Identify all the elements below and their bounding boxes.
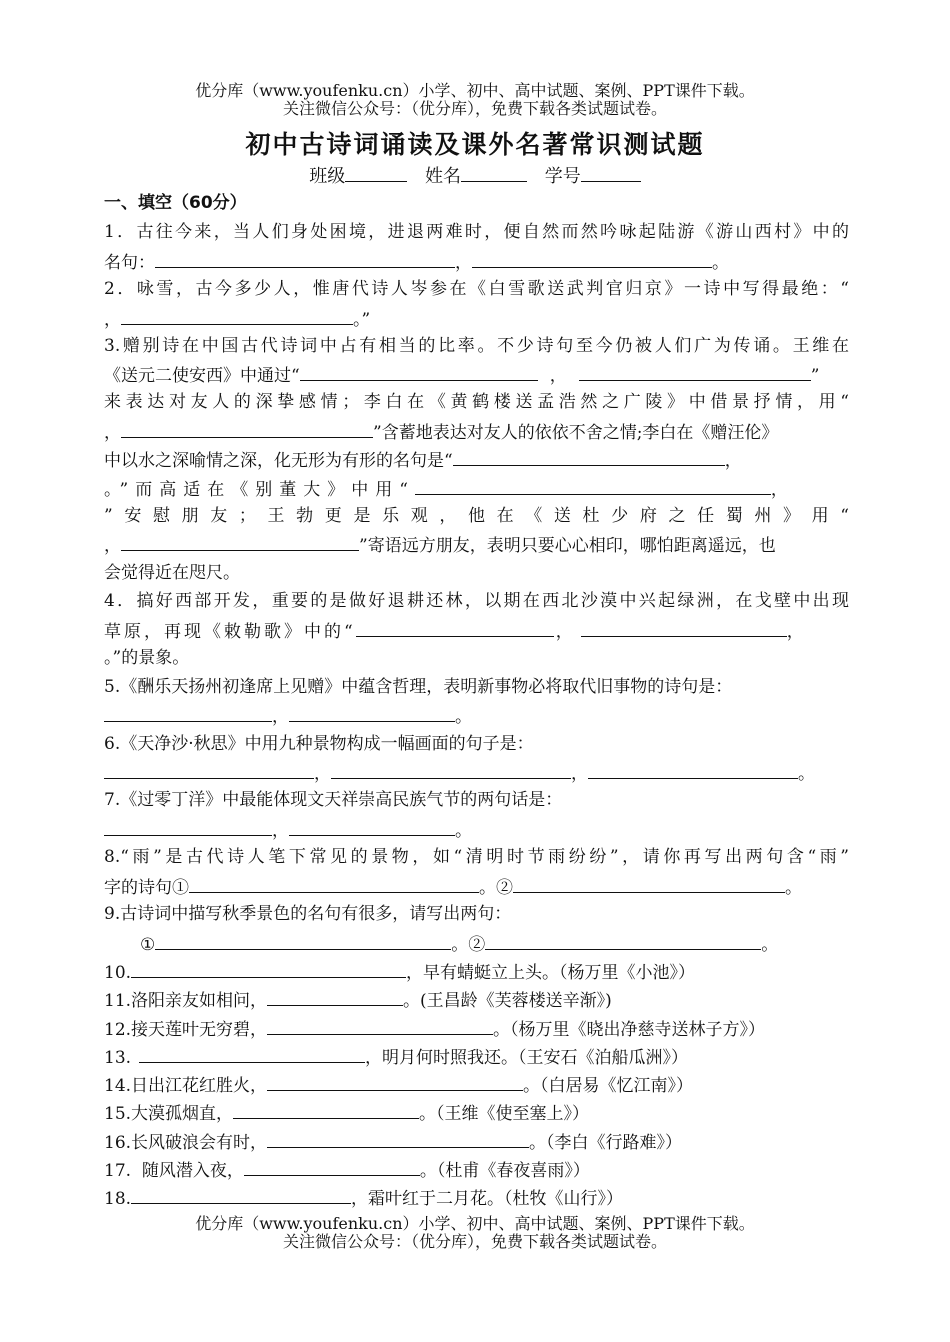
answer-blank[interactable] (189, 875, 479, 893)
question-3-line1: 3.赠别诗在中国古代诗词中占有相当的比率。不少诗句至今仍被人们广为传诵。王维在 (104, 336, 849, 356)
question-13 (104, 1045, 849, 1069)
question-3-line5 (104, 448, 849, 472)
id-blank[interactable] (581, 164, 641, 182)
question-text: 。(王昌龄《芙蓉楼送辛渐》) (403, 991, 612, 1011)
question-9-end: 。 (761, 935, 779, 955)
question-18 (104, 1186, 849, 1210)
answer-blank[interactable] (267, 1017, 493, 1035)
answer-blank[interactable] (267, 988, 403, 1006)
site-header-line1: 优分库（www.youfenku.cn）小学、初中、高中试题、案例、PPT课件下载。 (195, 81, 755, 100)
answer-blank[interactable] (485, 932, 761, 950)
answer-blank[interactable] (579, 363, 811, 381)
answer-blank[interactable] (289, 818, 455, 836)
question-3-prefix: ， (104, 536, 121, 556)
question-text: ，霜叶红于二月花。（杜牧《山行》） (351, 1189, 624, 1209)
question-3-line9: 会觉得近在咫尺。 (104, 563, 240, 583)
question-9-line1: 9.古诗词中描写秋季景色的名句有很多，请写出两句： (104, 904, 512, 924)
answer-blank[interactable] (155, 250, 455, 268)
question-1-end: 。 (712, 253, 729, 273)
answer-blank[interactable] (267, 1073, 523, 1091)
question-3-line8 (104, 533, 849, 557)
question-17 (104, 1158, 849, 1182)
student-info-row (0, 164, 950, 188)
question-6-line2 (104, 761, 849, 785)
question-6-end: 。 (798, 764, 815, 784)
question-text: 。（李白《行路难》） (529, 1133, 683, 1153)
answer-blank[interactable] (453, 448, 725, 466)
question-3-text: 。”而高适在《别董大》中用“ (104, 480, 415, 500)
question-3-text: 《送元二使安西》中通过“ (104, 366, 300, 386)
question-4-sep: ， (555, 622, 573, 642)
answer-blank[interactable] (588, 761, 798, 779)
question-6-sep: ， (571, 764, 588, 784)
question-6-line1: 6.《天净沙·秋思》中用九种景物构成一幅画面的句子是： (104, 734, 534, 754)
question-12 (104, 1017, 849, 1041)
question-text: ，早有蜻蜓立上头。（杨万里《小池》） (406, 963, 696, 983)
answer-blank[interactable] (513, 875, 785, 893)
question-3-sep: ， (770, 480, 788, 500)
answer-blank[interactable] (581, 619, 787, 637)
answer-blank[interactable] (300, 363, 538, 381)
answer-blank[interactable] (104, 761, 314, 779)
answer-blank[interactable] (244, 1158, 420, 1176)
page-title: 初中古诗词诵读及课外名著常识测试题 (245, 130, 705, 159)
question-8-text: 字的诗句① (104, 878, 189, 898)
question-7-line1: 7.《过零丁洋》中最能体现文天祥崇高民族气节的两句话是： (104, 790, 563, 810)
answer-blank[interactable] (104, 818, 272, 836)
question-text: 。（王维《使至塞上》） (419, 1104, 590, 1124)
answer-blank[interactable] (155, 932, 451, 950)
question-8-sep: 。② (479, 878, 513, 898)
question-1-line1: 1．古往今来，当人们身处困境，进退两难时，便自然而然吟咏起陆游《游山西村》中的 (104, 222, 849, 242)
question-3-prefix: ， (104, 423, 121, 443)
answer-blank[interactable] (131, 960, 406, 978)
question-2-prefix: ， (104, 310, 121, 330)
question-3-quote: ” (810, 366, 820, 386)
question-5-sep: ， (272, 707, 289, 727)
question-text: 15.大漠孤烟直， (104, 1104, 234, 1124)
site-footer-line2: 关注微信公众号：（优分库），免费下载各类试题试卷。 (282, 1232, 667, 1251)
question-text: 16.长风破浪会有时， (104, 1133, 268, 1153)
answer-blank[interactable] (356, 619, 554, 637)
question-4-text: 草原，再现《敕勒歌》中的“ (104, 622, 356, 642)
question-9-marker: ① (140, 935, 156, 955)
answer-blank[interactable] (233, 1101, 419, 1119)
question-3-text: 中以水之深喻情之深，化无形为有形的名句是“ (104, 451, 453, 471)
question-4-line2 (104, 619, 849, 643)
answer-blank[interactable] (267, 1130, 529, 1148)
question-2-end: 。” (353, 310, 371, 330)
name-label: 姓名 (425, 166, 461, 187)
answer-blank[interactable] (289, 704, 455, 722)
question-3-line3: 来表达对友人的深挚感情；李白在《黄鹤楼送孟浩然之广陵》中借景抒情，用“ (104, 392, 849, 412)
question-11 (104, 988, 849, 1012)
question-14 (104, 1073, 849, 1097)
question-3-line2 (104, 363, 849, 387)
question-8-line1: 8.“雨”是古代诗人笔下常见的景物，如“清明时节雨纷纷”，请你再写出两句含“雨” (104, 847, 849, 867)
question-5-line2 (104, 704, 849, 728)
answer-blank[interactable] (415, 477, 771, 495)
question-3-text: ”含蓄地表达对友人的依依不舍之情;李白在《赠汪伦》 (373, 423, 779, 443)
question-6-sep: ， (314, 764, 331, 784)
question-7-sep: ， (272, 821, 289, 841)
question-10 (104, 960, 849, 984)
answer-blank[interactable] (139, 1045, 365, 1063)
question-4-sep: ， (786, 622, 804, 642)
question-3-line7: ”安慰朋友；王勃更是乐观，他在《送杜少府之任蜀州》用“ (104, 506, 849, 526)
question-9-line2 (140, 932, 885, 956)
class-label: 班级 (309, 166, 346, 187)
question-3-sep: ， (724, 451, 742, 471)
answer-blank[interactable] (121, 307, 353, 325)
answer-blank[interactable] (121, 533, 359, 551)
question-text: 14.日出江花红胜火， (104, 1076, 268, 1096)
question-2-line1: 2．咏雪，古今多少人，惟唐代诗人岑参在《白雪歌送武判官归京》一诗中写得最绝：“ (104, 279, 849, 299)
question-3-text: ”寄语远方朋友，表明只要心心相印，哪怕距离遥远，也 (359, 536, 776, 556)
question-8-line2 (104, 875, 849, 899)
question-text: 11.洛阳亲友如相问， (104, 991, 268, 1011)
question-16 (104, 1130, 849, 1154)
question-1-sep: ， (455, 253, 472, 273)
question-text: 。（白居易《忆江南》） (523, 1076, 694, 1096)
question-number: 10. (104, 963, 132, 983)
question-text: 。（杨万里《晓出净慈寺送林子方》） (493, 1020, 766, 1040)
question-number: 13. (104, 1048, 132, 1068)
question-5-line1: 5.《酬乐天扬州初逢席上见赠》中蕴含哲理，表明新事物必将取代旧事物的诗句是： (104, 677, 733, 697)
question-7-line2 (104, 818, 849, 842)
answer-blank[interactable] (121, 420, 373, 438)
answer-blank[interactable] (331, 761, 571, 779)
question-number: 18. (104, 1189, 132, 1209)
question-text: ，明月何时照我还。（王安石《泊船瓜洲》） (365, 1048, 689, 1068)
question-15 (104, 1101, 849, 1125)
question-2-line2 (104, 307, 849, 331)
question-3-sep: ， (549, 366, 567, 386)
section-heading: 一、填空（60分） (104, 193, 247, 213)
question-text: 。（杜甫《春夜喜雨》） (419, 1161, 590, 1181)
question-9-sep: 。② (451, 935, 486, 955)
answer-blank[interactable] (131, 1186, 351, 1204)
id-label: 学号 (544, 166, 581, 187)
question-text: 12.接天莲叶无穷碧， (104, 1020, 268, 1040)
question-1-prefix: 名句： (104, 253, 155, 273)
site-header-line2: 关注微信公众号：（优分库），免费下载各类试题试卷。 (282, 99, 667, 118)
class-blank[interactable] (345, 164, 407, 182)
answer-blank[interactable] (104, 704, 272, 722)
question-1-line2 (104, 250, 849, 274)
question-3-line6 (104, 477, 849, 501)
question-5-end: 。 (455, 707, 472, 727)
question-8-end: 。 (785, 878, 802, 898)
answer-blank[interactable] (472, 250, 712, 268)
site-footer-line1: 优分库（www.youfenku.cn）小学、初中、高中试题、案例、PPT课件下载。 (195, 1214, 755, 1233)
question-text: 17. 随风潜入夜， (104, 1161, 244, 1181)
question-7-end: 。 (455, 821, 472, 841)
name-blank[interactable] (461, 164, 527, 182)
question-3-line4 (104, 420, 849, 444)
question-4-line3: 。”的景象。 (104, 648, 190, 668)
question-4-line1: 4．搞好西部开发，重要的是做好退耕还林，以期在西北沙漠中兴起绿洲，在戈壁中出现 (104, 591, 849, 611)
